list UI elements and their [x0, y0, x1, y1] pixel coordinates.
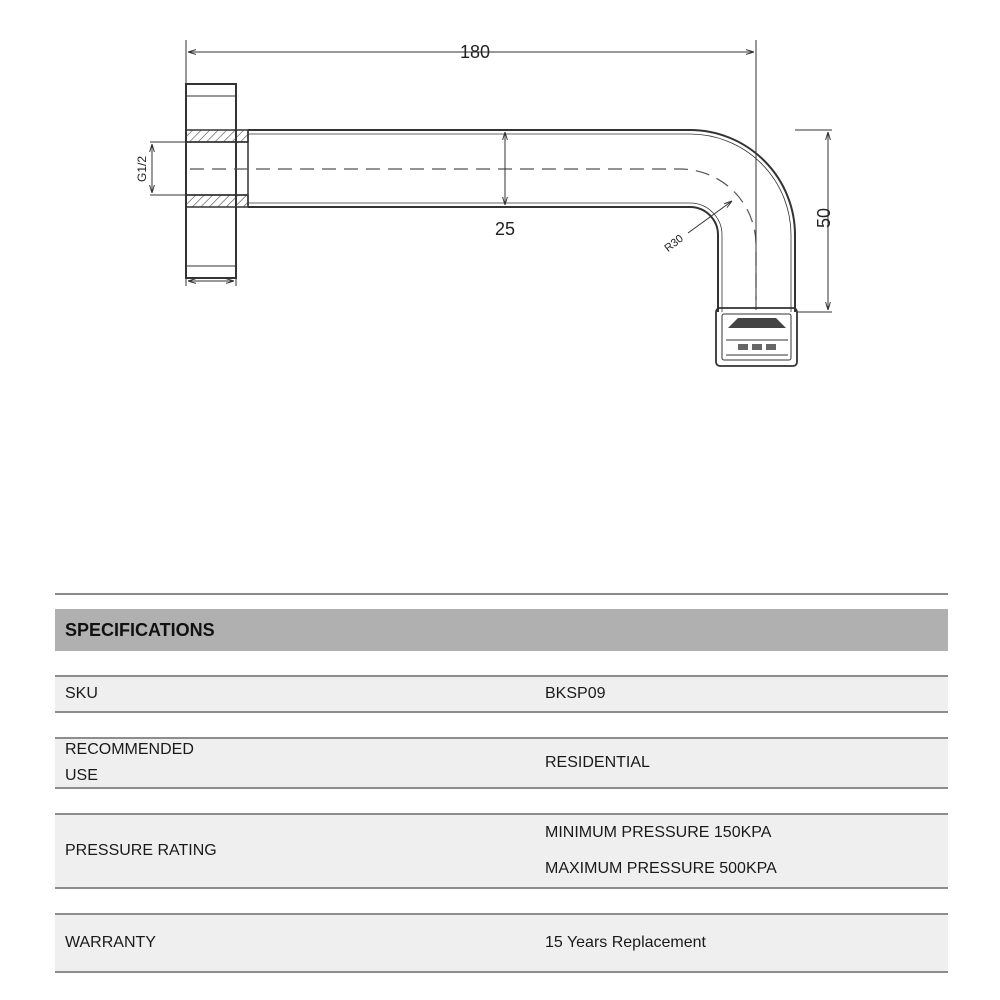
spec-label: WARRANTY	[65, 934, 156, 951]
spec-label: PRESSURE RATING	[65, 842, 217, 859]
spec-row-warranty	[55, 913, 948, 973]
dimension-radius	[688, 201, 732, 233]
dim-radius-label: R30	[662, 232, 686, 255]
dimension-thread	[150, 142, 186, 195]
centerline	[190, 169, 756, 300]
technical-drawing	[0, 0, 1000, 420]
dim-length-label: 180	[459, 42, 491, 62]
spec-row-recommended-use	[55, 737, 948, 789]
dimension-flange-width	[186, 278, 236, 286]
top-divider	[55, 593, 948, 595]
spec-value: RESIDENTIAL	[545, 754, 650, 771]
specifications-title: SPECIFICATIONS	[65, 619, 215, 640]
spec-label: RECOMMENDED USE	[65, 741, 194, 784]
spec-value: MINIMUM PRESSURE 150KPA MAXIMUM PRESSURE 500KPA	[545, 824, 777, 877]
spec-value: BKSP09	[545, 685, 606, 702]
specifications-header	[55, 609, 948, 651]
spec-value: 15 Years Replacement	[545, 934, 706, 951]
dimension-180	[186, 40, 756, 310]
spout-pipe	[248, 130, 795, 312]
aerator-outlet	[716, 308, 797, 366]
dim-diameter-label: 25	[494, 219, 516, 239]
specifications-table	[55, 593, 948, 973]
dim-height-label: 50	[814, 207, 834, 229]
spec-label: SKU	[65, 685, 98, 702]
spec-row-sku	[55, 675, 948, 713]
spec-row-pressure-rating	[55, 813, 948, 889]
wall-flange	[186, 84, 236, 278]
dim-thread-label: G1/2	[135, 155, 149, 183]
